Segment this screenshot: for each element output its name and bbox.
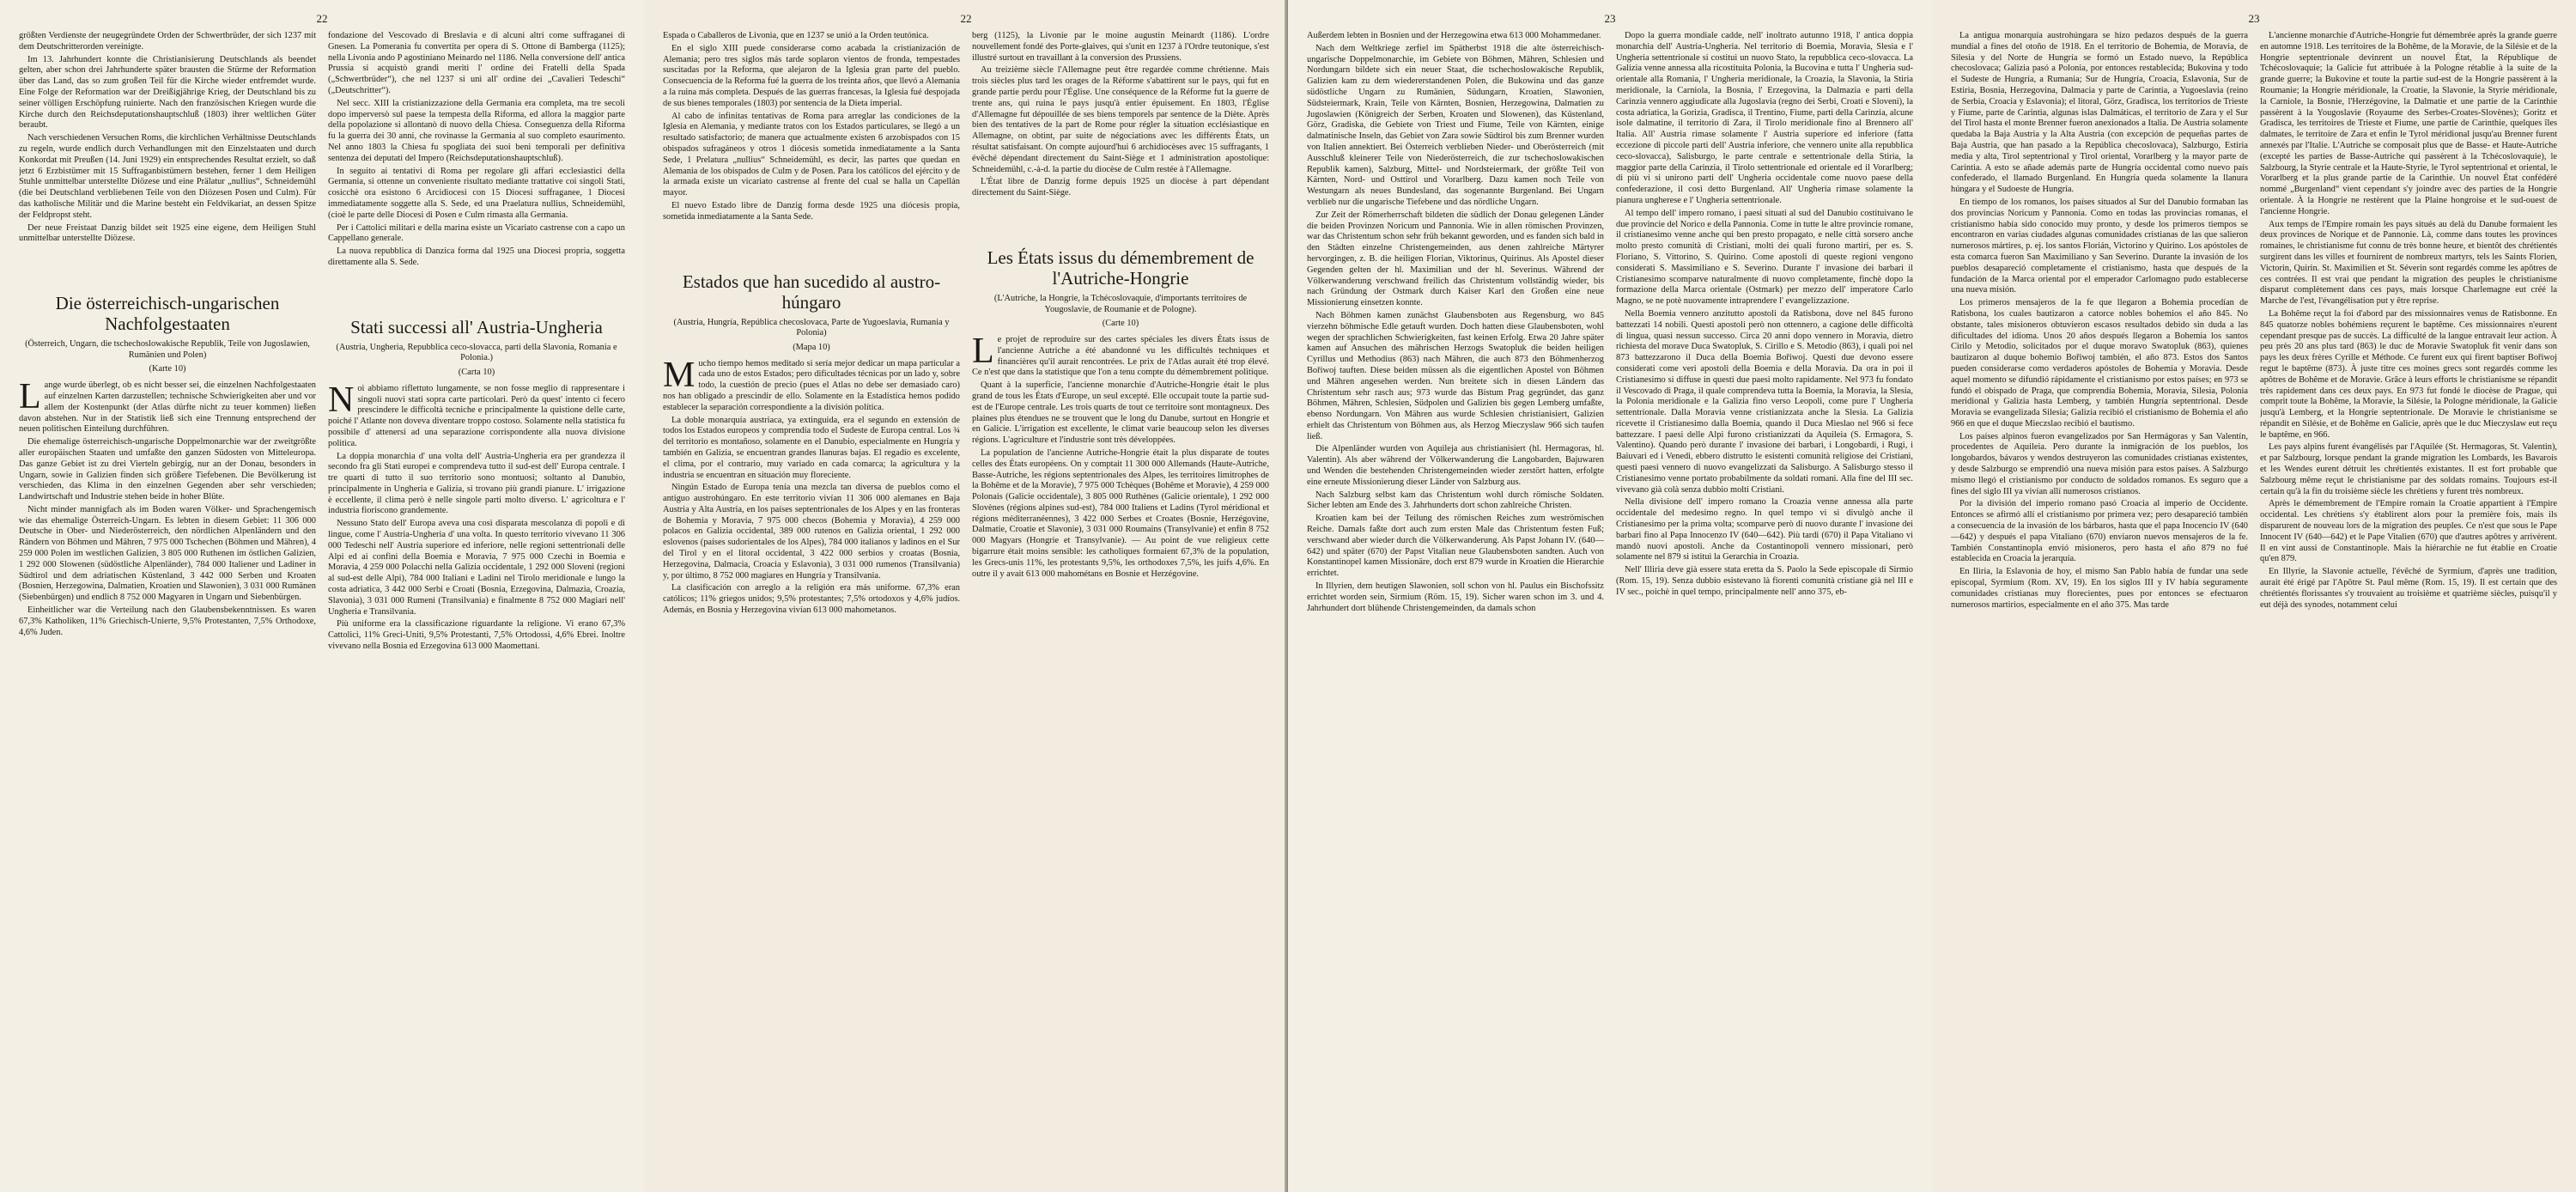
map-reference: (Carte 10) xyxy=(1102,319,1139,329)
paragraph: Nach Salzburg selbst kam das Christentum wohl durch römische Soldaten. Sicher lebten am Ende des 3. Jahrhunderts dort schon zahlreiche Christen. xyxy=(1307,490,1604,511)
body-paragraph: La clasificación con arreglo a la religión era más uniforme. 67,3% eran católicos; 11% griegos unidos; 9,5% protestantes; 7,5% ortodoxos y 4,6% judíos. Además, en Bosnia y Herzegovina vivían 613 000 mahometanos. xyxy=(663,583,960,616)
section-subtitle: (Austria, Ungheria, Repubblica ceco-slovacca, parti della Slavonia, Romania e Polonia.) xyxy=(336,342,617,363)
body-paragraph: Lange wurde überlegt, ob es nicht besser sei, die einzelnen Nachfolgestaaten auf einzelnen Karten darzustellen; technische Schwierigkeiten aber und vor allem der Kostenpunkt (der Atlas dürfte nicht zu teuer kommen) ließen davon abstehen. Nur in der Statistik ließ sich eine Trennung entsprechend der neuen politischen Einteilung durchführen. xyxy=(19,377,316,435)
section-title: Stati successi all' Austria-Ungheria xyxy=(350,316,603,338)
paragraph: En Illyrie, la Slavonie actuelle, l'évêché de Syrmium, d'après une tradition, aurait été érigé par l'Apôtre St. Paul même (Rom. 15, 19). Il est certain que des chrétientés florissantes s'y trouvaient au troisième et quatrième siècles, puisqu'il y eut déjà des synodes, notamment celui xyxy=(2260,567,2557,610)
paragraph: Nel secc. XIII la cristianizzazione della Germania era completa, ma tre secoli dopo imperversò sul paese la tempesta della Riforma, ed allora la maggior parte della popolazione si allontanò di nuovo della Chiesa. Conseguenza della Riforma fu la guerra dei 30 anni, che rovinasse la Germania al suo completo esaurimento. Nel anno 1803 la Chiesa fu spogliata dei suoi beni temporali per definitiva sentenza dei deputati del Impero (Reichsdeputationshauptschluß). xyxy=(328,98,625,163)
body-paragraph: Le projet de reproduire sur des cartes spéciales les divers États issus de l'ancienne Autriche a été abandonné vu les difficultés techniques et financières qu'il aurait rencontrées. Le prix de l'Atlas aurait été trop élevé. Ce n'est que dans la statistique que l'on a tenu compte du démembrement politique. xyxy=(972,331,1269,378)
paragraph: Aux temps de l'Empire romain les pays situés au delà du Danube formaient les deux provinces de Norique et de Pannonie. Là, comme dans toutes les provinces romaines, le christianisme fut connu de très bonne heure, et bientôt des chrétientés surgirent dans les villes et fournirent de nombreux martyrs, tels les Saints Florien, Victorin, Quirin. St. Maximilien et St. Séverin sont regardés comme les apôtres de ces contrées. Il est vrai que pendant la migration des peuples le christianisme disparut complètement dans ces pays, mais lorsque Charlemagne eut créé la Marche de l'est, l'évangélisation put y être reprise. xyxy=(2260,219,2557,307)
paragraph: Los países alpinos fueron evangelizados por San Hermágoras y San Valentín, procedentes de Aquileia. Pero durante la inmigración de los pueblos, los longobardos, bávaros y wendos destruyeron las comunidades cristianas existentes, y desde Salzburgo se emprendió una nueva misión para estos países. A Salzburgo mismo llegó el cristianismo por conducto de soldados romanos. Es seguro que a fines del siglo III ya vivían allí numerosos cristianos. xyxy=(1951,431,2248,496)
drop-cap: M xyxy=(663,355,696,395)
body-paragraph: Noi abbiamo riflettuto lungamente, se non fosse meglio di rappresentare i singoli nuovi stati sopra carte particolari. Però da quest' intento ci fecero prescindere le difficoltà tecniche e principalmente la quistione delle carte, poiché l' Atlante non doveva diventare troppo costoso. Solamente nella statistica fu possibile d' attenersi ad una separazione corrispondente alla nuova divisione politica. xyxy=(328,380,625,448)
paragraph: En tiempo de los romanos, los países situados al Sur del Danubio formaban las dos provincias Noricum y Pannonia. Como en todas las provincias romanas, el cristianismo había sido conocido muy pronto, y desde los primeros tiempos se encontraron en varias ciudades algunas comunidades cristianas de las que salieron numerosos mártires, p. ej. los santos Florián, Victorino y Quirino. Los apóstoles de esta comarca fueron San Maximiliano y San Severino. Durante la invasión de los pueblos desapareció completamente el cristianismo, hasta que después de la fundación de la Marca oriental por el emperador Carlomagno pudo establecerse una nueva misión. xyxy=(1951,197,2248,295)
paragraph: Al tempo dell' impero romano, i paesi situati al sud del Danubio costituivano le due provincie del Norico e della Pannonia. Come in tutte le altre provincie romane, il cristianesimo venne anche qui ben presto propagato, e nelle città sorsero anche molto presto comunità di Cristiani, molti dei quali furono martiri, per es. S. Floriano, S. Vittorino, S. Quirino. Come apostoli di queste regioni vengono considerati S. Massimiliano e S. Severino. Durante l' invasione dei barbari il Cristianesimo scomparve naturalmente di nuovo completamente, finchè dopo la formazione della Marca orientale (Ostmark) per mezzo dell' imperatore Carlo Magno, se ne potè nuovamente intraprendere l' evangelizzazione. xyxy=(1616,208,1913,307)
paragraph: Espada o Caballeros de Livonia, que en 1237 se unió a la Orden teutónica. xyxy=(663,31,929,40)
paragraph: Por la división del imperio romano pasó Croacia al imperio de Occidente. Entonces se afirmó allí el cristianismo por primera vez; pero desapareció también a consecuencia de la invasión de los bárbaros, hasta que el papa Inocencio IV (640—642) y después el papa Vitaliano (670) enviaron nuevos mensajeros de la fe. También Constantinopla envió misioneros, pero hasta el año 879 no fué establecida en Croacia la jerarquía. xyxy=(1951,499,2248,564)
map-reference: (Mapa 10) xyxy=(793,342,830,352)
column-german xyxy=(1307,31,1604,1182)
body-paragraph: Nessuno Stato dell' Europa aveva una così disparata mescolanza di popoli e di lingue, come l' Austria-Ungheria d' una volta. In questo territorio vivevano 11 306 000 Tedeschi nell' Austria superiore ed inferiore, nelle regioni settentrionali delle Alpi ed ai confini della Boemia e Moravia, 7 975 000 Czechi in Boemia e Moravia, 4 259 000 Polacchi nella Galizia occidentale, 1 292 000 Sloveni (regioni al sud-est delle Alpi), 784 000 Italiani e Ladini nel Tirolo meridionale e lungo la costa adriatica, 3 442 000 Serbi e Croati (Bosnia, Erzegovina, Dalmazia, Croazia, Slavonia), 3 031 000 Rumeni (Transilvania) e finalmente 8 752 000 Magiari nell' Ungheria e Transilvania. xyxy=(328,519,625,617)
body-paragraph: La doppia monarchia d' una volta dell' Austria-Ungheria era per grandezza il secondo fra gli Stati europei e comprendeva tutto il sud-est dell' Europa centrale. I tre quarti di tutto il suo territorio sono montuosi; soltanto al Danubio, principalmente in Ungheria e Galizia, si trovano più grandi pianure. L' irrigazione è eccellente, il clima però è nelle singole parti molto diverso. L' agricoltura e l' industria fioriscono grandemente. xyxy=(328,451,625,516)
paragraph: Der neue Freistaat Danzig bildet seit 1925 eine eigene, dem Heiligen Stuhl unmittelbar unterstellte Diözese. xyxy=(19,222,316,244)
body-paragraph: Die ehemalige österreichisch-ungarische Doppelmonarchie war der zweitgrößte aller europäischen Staaten und umfaßte den ganzen Südosten von Mitteleuropa. Das ganze Gebiet ist zu drei Vierteln gebirgig, nur an der Donau, besonders in Ungarn, sowie in Galizien finden sich größere Tiefebenen. Die Bevölkerung ist verschieden, das Klima in den einzelnen Gegenden aber sehr verschieden; Landwirtschaft und Industrie stehen beide in hoher Blüte. xyxy=(19,437,316,502)
paragraph: In Illyrien, dem heutigen Slawonien, soll schon von hl. Paulus ein Bischofssitz errichtet worden sein, Sirmium (Röm. 15, 19). Sicher waren schon im 3. und 4. Jahrhundert dort blühende Christengemeinden, da damals schon xyxy=(1307,581,1604,613)
body-paragraph: Quant à la superficie, l'ancienne monarchie d'Autriche-Hongrie était le plus grand de tous les États d'Europe, un seul excepté. Elle occupait toute la partie sud-est de l'Europe centrale. Les trois quarts de tout ce territoire sont montagneux. Des plaines plus étendues ne se trouvent que le long du Danube, surtout en Hongrie et en Galicie. L'irrigation est excellente, le climat varie beaucoup selon les diverses régions. L'agriculture et l'industrie sont très développées. xyxy=(972,380,1269,446)
paragraph: In seguito ai tentativi di Roma per regolare gli affari ecclesiastici della Germania, si ottenne un conveniente risultato mediante trattative coi singoli Stati, cosicchè ora esistono 6 Arcidiocesi con 15 Diocesi suffraganee, 1 Diocesi immediatamente soggette alla S. Sede, ed una Praelatura nullius, Schneidemühl, (cioè le parte delle Diocesi di Posen e Culm rimasta alla Germania. xyxy=(328,166,625,220)
paragraph: größten Verdienste der neugegründete Orden der Schwertbrüder, der sich 1237 mit dem Deutschritterorden vereinigte. xyxy=(19,31,316,52)
section-subtitle: (L'Autriche, la Hongrie, la Tchécoslovaquie, d'importants territoires de Yougoslavie, de Roumanie et de Pologne). xyxy=(993,293,1248,314)
section-subtitle: (Austria, Hungría, República checoslovaca, Parte de Yugoeslavia, Rumania y Polonia) xyxy=(673,317,950,338)
paragraph: La nuova repubblica di Danzica forma dal 1925 una Diocesi propria, soggetta direttamente alla S. Sede. xyxy=(328,246,625,267)
paragraph: Nella Boemia vennero anzitutto apostoli da Ratisbona, dove nel 845 furono battezzati 14 nobili. Questi apostoli però non ottennero, a cagione delle difficoltà di lingua, quasi nessun successo. Circa 20 anni dopo vennero in Moravia, dietro richiesta del morave Duca Swatopluk, S. Cirillo e S. Metodio (863), i quali poi nel 873 battezzarono il Duca della Boemia Bořiwoj. Questi due devono essere considerati come veri apostoli della Boemia e della Moravia. Da ora in poi il Cristianesimo si diffuse in questi due paesi molto rapidamente. Nel 973 fu fondato il Vescovado di Praga, il quale comprendeva tutta la Boemia, la Moravia, la Slesia, la Polonia meridionale e la Galizia fino verso Leopoli, come pure l' Ungheria settentrionale. Dalla Moravia venne cristianizzata anche la Slesia. La Galizia ricevette il Cristianesimo dalla Boemia, quando il Duca Mieslao nel 966 si fece battezzare. I paesi delle Alpi furono cristianizzati da Aquileia (S. Ermagora, S. Valentino). Quando però durante l' invasione dei barbari, i Longobardi, i Rugi, i Baiuvari ed i Venedi, ebbero distrutto le esistenti comunità religiose dei Cristiani, questi paesi vennero di nuovo evangelizzati da Salisburgo. A Salisburgo stesso il Cristianesimo venne portato probabilmente da soldati romani. Alla fine del III sec. vivevano già colà senza dubbio molti Cristiani. xyxy=(1616,308,1913,495)
section-heading xyxy=(19,293,316,375)
page-22-spanish-french xyxy=(644,0,1288,1192)
paragraph: El nuevo Estado libre de Danzig forma desde 1925 una diócesis propia, sometida inmediatamente a la Santa Sede. xyxy=(663,200,960,222)
paragraph: En Iliria, la Eslavonia de hoy, el mismo San Pablo había de fundar una sede episcopal, Syrmium (Rom. XV, 19). En los siglos III y IV había seguramente comunidades cristianas muy florecientes, pues por entonces se efectuaron numerosos martirios, especialmente en el año 375. Mas tarde xyxy=(1951,567,2248,610)
body-paragraph: Ningún Estado de Europa tenía una mezcla tan diversa de pueblos como el antiguo austrohúngaro. En este territorio vivían 11 306 000 alemanes en Baja Austria y Alta Austria, en los países septentrionales de los Alpes y en las fronteras de Bohemia y Moravia, 7 975 000 checos (Bohemia y Moravia), 4 259 000 polacos en Galizia occidental, 389 000 rutenos en Galizia oriental, 1 292 000 eslovenos (países sudorientales de los Alpes), 784 000 italianos y ladinos en el Sur del Tirol y en el litoral occidental, 3 422 000 serbios y croatas (Bosnia, Herzegovina, Dalmacia, Croacia y Eslavonia), 3 031 000 rumenos (Transilvania) y, por último, 8 752 000 magiares en Hungría y Transilvania. xyxy=(663,483,960,581)
paragraph: Nella divisione dell' impero romano la Croazia venne annessa alla parte occidentale del medesimo regno. In quel tempo vi si divulgò anche il Cristianesimo per la prima volta; scomparve però di nuovo durante l' invasione dei barbari fino al Papa Innocenzo IV (640—642). Più tardi (670) il Papa Vitaliano vi mandò nuovi apostoli. Anche da Costantinopoli vennero missionari, però solamente nel 879 si istituì la Gerarchia in Croazia. xyxy=(1616,497,1913,563)
paragraph: Dopo la guerra mondiale cadde, nell' inoltrato autunno 1918, l' antica doppia monarchia dell' Austria-Ungheria. Nel territorio di Boemia, Moravia, Slesia e l' Ungheria settentrionale si costituì un nuovo Stato, la repubblica ceco-slovacca. La Galizia venne annessa alla ricostituita Polonia, la Bucovina e tutta l' Ungheria sud-orientale alla Romania, l' Ungheria meridionale, la Croazia, la Slavonia, la Stiria meridionale, la Carniola, la Bosnia, l' Erzegovina, la Dalmazia e parti della Carinzia vennero aggiudicate alla Jugoslavia (regno dei Serbi, Croati e Sloveni), la costa adriatica, la Gorizia, Gradisca, il Trentino, Fiume, parti della Carinzia, alcune isole dalmatine, il territorio di Zara, il Tirolo meridionale fino al Brennero all' Italia. All' Austria rimase solamente l' Austria superiore ed inferiore (fatta eccezione di piccole parti dell' Austria inferiore, che vennero unite alla repubblica ceco-slovacca), Salisburgo, le parte centrale e settentrionale della Stiria, la maggior parte della Carinzia, il Tirolo settentrionale ed orientale ed il Vorarlberg; di più vi si unirono parti dell' Ungheria occidentale come nuovo paese della confederazione, il così detto Burgenland. All' Ungheria rimase solamente la pianura ungherese e l' Ungheria settentrionale. xyxy=(1616,31,1913,205)
body-paragraph: La population de l'ancienne Autriche-Hongrie était la plus disparate de toutes celles des États européens. On y comptait 11 300 000 Allemands (Haute-Autriche, Basse-Autriche, les régions septentrionales des Alpes, les territoires limitrophes de la Bohême et de la Moravie), 7 975 000 Tchèques (Bohême et Moravie), 4 259 000 Polonais (Galicie occidentale), 3 805 000 Ruthènes (Galicie orientale), 1 292 000 Slovènes (régions alpines sud-est), 784 000 Italiens et Ladins (Tyrol méridional et régions méditerranéennes), 3 422 000 Serbes et Croates (Bosnie, Herzégovine, Dalmatie, Croatie et Slavonie), 3 031 000 Roumains (Transylvanie) et enfin 8 752 000 Magyars (Hongrie et Transylvanie). — Au point de vue religieux cette bigarrure était moins sensible: les catholiques formaient 67,3% de la population, les Grecs-unis 11%, les protestants 9,5%, les orthodoxes 7,5%, les juifs 4,6%. En outre il y avait 613 000 mahométans en Bosnie et Herzégovine. xyxy=(972,447,1269,579)
paragraph: Außerdem lebten in Bosnien und der Herzegowina etwa 613 000 Mohammedaner. xyxy=(1307,31,1601,40)
paragraph: Los primeros mensajeros de la fe que llegaron a Bohemia procedían de Ratisbona, los cuales bautizaron a catorce nobles bohemios el año 845. No obstante, tales misioneros obtuvieron escasos resultados debido sin duda a las dificultades del idioma. Unos 20 años después llegaron a Bohemia los santos Cirilo y Metodio, solicitados por el duque moravo Swatopluk (863), quienes bautizaron al duque bohemio Bořiwoj también, el año 873. Estos dos Santos pueden considerarse como verdaderos apóstoles de Bohemia y Moravia. Desde aquel momento se difundió rápidamente el cristianismo por estos países; en 973 se fundó el obispado de Praga, que comprendía Bohemia, Moravia, Silesia, Polonia meridional y Galizia hasta Lemberg, y también Hungría septentrional. Desde Moravia se evangelizada Silesia; Galizia recibió el cristianismo de Bohemia el año 966 en que el duque Mieczslao recibió el bautismo. xyxy=(1951,298,2248,429)
paragraph: Per i Cattolici militari e della marina esiste un Vicariato castrense con a capo un Cappellano generale. xyxy=(328,222,625,244)
section-heading xyxy=(972,247,1269,330)
column-french xyxy=(972,31,1269,1182)
paragraph: Kroatien kam bei der Teilung des römischen Reiches zum weströmischen Reiche. Damals faßte dort auch zum ersten Male das Christentum festen Fuß; verschwand aber wieder durch die Völkerwanderung. Als Papst Johann IV. (640—642) und später (670) der Papst Vitalian neue Glaubensboten sandten. Auch von Konstantinopel kamen Missionäre, doch erst 879 wurde in Kroatien die Hierarchie errichtet. xyxy=(1307,514,1604,579)
body-paragraph: Mucho tiempo hemos meditado si sería mejor dedicar un mapa particular a cada uno de estos Estados; pero dificultades técnicas por un lado y, sobre todo, la cuestión de precio (pues el Atlas no debe ser demasiado caro) nos han obligado a prescindir de ello. Solamente en la Estadística hemos podido establecer la separación correspondiente a la división política. xyxy=(663,355,960,412)
paragraph: Die Alpenländer wurden von Aquileja aus christianisiert (hl. Hermagoras, hl. Valentin). Als aber während der Völkerwanderung die Langobarden, Bajuwaren und Wenden die bestehenden Christengemeinden wieder zerstört hatten, erfolgte eine erneute Missionierung dieser Länder von Salzburg aus. xyxy=(1307,444,1604,487)
column-italian xyxy=(328,31,625,1182)
page-23-german-italian xyxy=(1288,0,1932,1192)
paragraph: La Bohême reçut la foi d'abord par des missionnaires venus de Ratisbonne. En 845 quatorze nobles bohémiens reçurent le baptême. Ces missionnaires n'eurent cependant presque pas de succès. La difficulté de la langue entravait leur action. À peu près 20 ans plus tard (863) le duc de Moravie Swatopluk fit venir dans son pays les deux frères Cyrille et Méthode. Ce furent eux qui firent baptiser Bořiwoj regut le baptême (873). À juste titre ces moines grecs sont regardés comme les apôtres de Bohême et de Moravie. Grâce à leurs efforts le christianisme se répandit très rapidement dans ces deux pays. En 973 fut fondé le diocèse de Prague, qui comprit toute la Bohême, la Moravie, la Silésie, la Pologne méridionale, la Galicie jusqu'à Lemberg, et la Hongrie septentrionale. De Moravie le christianisme se répandit en Silésie, et de Bohême en Galicie, après que le duc Mieczyslaw eut reçu le baptême, en 966. xyxy=(2260,308,2557,440)
paragraph: En el siglo XIII puede considerarse como acabada la cristianización de Alemania; pero tres siglos más tarde soplaron vientos de fronda, tempestades suscitadas por la Reforma, que alejaron de la Iglesia gran parte del pueblo. Consecuencia de la Reforma fué la guerra de los treinta años, que llevó a Alemania a la ruina más completa. Después de las guerras francesas, la Iglesia fué despojada de sus bienes temporales (1803) por sentencia de la Dieta imperial. xyxy=(663,43,960,108)
map-reference: (Carta 10) xyxy=(458,367,495,377)
paragraph: Nach dem Weltkriege zerfiel im Spätherbst 1918 die alte österreichisch-ungarische Doppelmonarchie, im Gebiete von Böhmen, Mähren, Schlesien und Nordungarn bildete sich ein neuer Staat, die tschechoslowakische Republik, Galizien kam zu dem wiedererstandenen Polen, die Bukowina und das ganze südöstliche Ungarn zu Rumänien, Südungarn, Kroatien, Slawonien, Südsteiermark, Krain, Teile von Kärnten, Bosnien, Herzegowina, Dalmatien zu Jugoslawien (Königreich der Serben, Kroaten und Slowenen), das Küstenland, Görz, Gradiska, die Gebiete von Triest und Fiume, Teile von Kärnten, einige dalmatinische Inseln, das Gebiet von Zara sowie Südtirol bis zum Brenner wurden von Italien annektiert. Bei Österreich verblieben Nieder- und Oberösterreich (mit Ausschluß kleinerer Teile von Niederösterreich, die zur tschechoslowakischen Republik kamen), Salzburg, Mittel- und Nordsteiermark, der größte Teil von Kärnten, Nord- und Osttirol und Vorarlberg. Dazu kamen noch Teile von Westungarn als neues Bundesland, das sogenannte Burgenland. Bei Ungarn verblieb nur die ungarische Tiefebene und das nördliche Ungarn. xyxy=(1307,43,1604,207)
page-22-german-italian xyxy=(0,0,644,1192)
paragraph: Au treizième siècle l'Allemagne peut être regardée comme chrétienne. Mais trois siècles plus tard les orages de la Réforme s'abattirent sur le pays, qui fut en grande partie perdu pour l'Église. Une conséquence de la Réforme fut la guerre de trente ans, qui ruina le pays jusqu'à entier épuisement. En 1803, l'Église d'Allemagne fut dépouillée de ses biens temporels par sentence de la Diète. Après bien des tentatives de la part de Rome pour régler la situation ecclésiastique en Allemagne, on obtint, par suite de négociations avec les différents États, un résultat satisfaisant. On compte aujourd'hui 6 archidiocèses avec 15 suffragants, 1 évêché dépendant directement du Saint-Siège et 1 administration apostolique: Schneidemühl, c.-à-d. la partie du diocèse de Culm restée à l'Allemagne. xyxy=(972,65,1269,174)
paragraph: Les pays alpins furent évangélisés par l'Aquilée (St. Hermagoras, St. Valentin), et par Salzbourg, lorsque pendant la grande migration les Lombards, les Bavarois et les Wendes eurent détruit les chrétientés existantes. Il est fort probable que Salzbourg même reçut le christianisme par des soldats romains. Toujours est-il certain qu'à la fin du troisième siècle les chrétiens y furent très nombreux. xyxy=(2260,442,2557,496)
paragraph: Nach Böhmen kamen zunächst Glaubensboten aus Regensburg, wo 845 vierzehn böhmische Edle getauft wurden. Doch hatten diese Glaubensboten, wohl wegen der sprachlichen Schwierigkeiten, fast keinen Erfolg. Etwa 20 Jahre später kamen auf Ansuchen des mährischen Herzogs Swatopluk die beiden heiligen Cyrillus und Methodius (863) nach Mähren, die auch 873 den Böhmenherzog Bořiwoj tauften. Diese beiden müssen als die eigentlichen Apostel von Böhmen und Mähren angesehen werden. Nun breitete sich in diesen Ländern das Christentum sehr rasch aus; 973 wurde das Bistum Prag gegründet, das ganz Böhmen, Mähren, Schlesien, Südpolen und Galizien bis gegen Lemberg umfaßte, ebenso Nordungarn. Von Mähren aus wurde Schlesien christianisiert, Galizien erhielt das Christentum von Böhmen aus, als Herzog Mieczyslaw 966 sich taufen ließ. xyxy=(1307,310,1604,441)
column-spanish xyxy=(663,31,960,1182)
body-paragraph: Einheitlicher war die Verteilung nach den Glaubensbekenntnissen. Es waren 67,3% Katholiken, 11% Griechisch-Unierte, 9,5% Protestanten, 7,5% Orthodoxe, 4,6% Juden. xyxy=(19,605,316,637)
paragraph: L'ancienne monarchie d'Autriche-Hongrie fut démembrée après la grande guerre en automne 1918. Les territoires de la Bohême, de la Moravie, de la Silésie et de la Hongrie septentrionale devinrent un nouvel État, la République de Tchécoslovaquie; la Galicie fut attribuée à la Pologne rétablie à la suite de la grande guerre; la Bukovine et toute la partie sud-est de la Hongrie passèrent à la Roumanie; la Hongrie méridionale, la Croatie, la Slavonie, la Styrie méridionale, la Carniole, la Bosnie, l'Herzégovine, la Dalmatie et une partie de la Carinthie passèrent à la Yougoslavie (Royaume des Serbes-Croates-Slovènes); Goritz et Gradisca, les territoires de Trieste et Fiume, une partie de Carinthie, quelques îles dalmates, le territoire de Zara et enfin le Tyrol méridional jusqu'au Brenner furent annexés par l'Italie. L'Autriche se composait plus que de Basse- et Haute-Autriche (excepté les parties de Basse-Autriche qui passèrent à la Tchécoslovaquie), le Salzbourg, la Styrie centrale et la Haute-Styrie, le Tyrol septentrional et oriental, le Vorarlberg et la plus grande partie de la Carinthie. Un nouvel État confédéré nommé „Burgenland“ vient cependant s'y joindre avec des parties de la Hongrie orientale. À la Hongrie ne restèrent que la Plaine hongroise et le sud-ouest de l'ancienne Hongrie. xyxy=(2260,31,2557,216)
drop-cap: L xyxy=(19,377,41,417)
paragraph: Après le démembrement de l'Empire romain la Croatie appartient à l'Empire occidental. Les chrétiens s'y établirent alors pour la première fois, mais ils disparurent de nouveau lors de la migration des peuples. Ce n'est que sous le Pape Innocent IV (640—642) et le Pape Vitalien (670) que d'autres apôtres y arrivèrent. Il en vint aussi de Constantinople. Mais la hiérarchie ne fut établie en Croatie qu'en 879. xyxy=(2260,499,2557,564)
page-number: 23 xyxy=(2248,12,2260,25)
paragraph: Nell' Illiria deve già essere stata eretta da S. Paolo la Sede episcopale di Sirmio (Rom. 15, 19). Senza dubbio esistevano là fiorenti comunità cristiane già nel III e IV sec., poichè in quel tempo, principalmente nell' anno 375, eb- xyxy=(1616,565,1913,597)
body-paragraph: Nicht minder mannigfach als im Boden waren Völker- und Sprachengemisch wie das ehemalige Österreich-Ungarn. Es lebten in diesem Gebiet: 11 306 000 Deutsche in Ober- und Niederösterreich, den nördlichen Alpenländern und den Rändern von Böhmen und Mähren, 7 975 000 Tschechen (Böhmen und Mähren), 4 259 000 Polen im westlichen Galizien, 3 805 000 Ruthenen im östlichen Galizien, 1 292 000 Slowenen (südöstliche Alpenländer), 784 000 Italiener und Ladiner in Südtirol und dem adriatischen Küstenland, 3 442 000 Serben und Kroaten (Bosnien, Herzegowina, Dalmatien, Kroatien und Slawonien), 3 031 000 Rumänen (Siebenbürgen) und endlich 8 752 000 Magyaren in Ungarn und Siebenbürgen. xyxy=(19,504,316,603)
column-german xyxy=(19,31,316,1182)
body-paragraph: La doble monarquía austriaca, ya extinguida, era el segundo en extensión de todos los Estados europeos y comprendía todo el Sudeste de Europa central. Los ¾ del territorio es montañoso, solamente en el Danubio, especialmente en Hungría y también en Galizia, se encuentran grandes llanuras bajas. El regadío es excelente, el clima, por el contrario, muy variado en cada comarca; la agricultura y la industria se encuentran en situación muy floreciente. xyxy=(663,415,960,480)
page-23-spanish-french xyxy=(1932,0,2576,1192)
section-title: Les États issus du démembrement de l'Autriche-Hongrie xyxy=(987,246,1255,289)
column-french xyxy=(2260,31,2557,1182)
drop-cap: N xyxy=(328,380,355,420)
paragraph: La antigua monarquía austrohúngara se hizo pedazos después de la guerra mundial a fines del otoño de 1918. En el territorio de Bohemia, de Moravia, de Silesia y del Norte de Hungría se formó un Estado nuevo, la República checoslovaca; Galizia pasó a Polonia, por entonces restablecida; Bukovina y todo el Sudeste de Hungría, a Rumania; Sur de Hungría, Croacia, Eslavonia, Sur de Estiria, Bosnia, Herzegovina, Dalmacia y parte de Carintia, a Yugoeslavia (reino de Serbia, Croacia y Eslavonia); el litoral, Görz, Gradisca, los territorios de Trieste y Fiume, parte de Carintia, algunas islas Dalmáticas, el territorio de Zara y el Sur del Tirol hasta el monte Brenner fueron anexionados a Italia. De Austria solamente quedaba la Baja Austria y la Alta Austria (con excepción de pequeñas partes de Baja Austria, que han pasado a la República checoslovaca), Salzburgo, Estiria media y alta, Tirol septentrional y Tirol oriental, Vorarlberg y la mayor parte de Carintia. A esto se añade además parte de Hungría occidental como nuevo país confederado, el llamado Burgenland. En Hungría queda solamente la llanura húngara y el Sudoeste de Hungría. xyxy=(1951,31,2248,195)
paragraph: fondazione del Vescovado di Breslavia e di alcuni altri come suffraganei di Gnesen. La Pomerania fu convertita per opera di S. Ottone di Bamberga (1125); nella Livonia ando P agostiniano Meinardo nel 1186. Nella conversione dell' antica Prussia si acquistò grandi meriti l' ordine dei Fratelli della Spada („Schwertbrüder“), che nel 1237 si unì all' ordine dei „Cavalieri Tedeschi“ („Deutschritter“). xyxy=(328,31,625,95)
map-reference: (Karte 10) xyxy=(149,364,186,374)
body-paragraph: Più uniforme era la classificazione riguardante la religione. Vi erano 67,3% Cattolici, 11% Greci-Uniti, 9,5% Protestanti, 7,5% Ortodossi, 4,6% Ebrei. Inoltre vivevano nella Bosnia ed Erzegovina 613 000 Maomettani. xyxy=(328,619,625,652)
page-number: 22 xyxy=(960,12,972,25)
section-subtitle: (Österreich, Ungarn, die tschechoslowakische Republik, Teile von Jugoslawien, Rumänien und Polen) xyxy=(25,339,310,360)
drop-cap: L xyxy=(972,331,994,371)
paragraph: berg (1125), la Livonie par le moine augustin Meinardt (1186). L'ordre nouvellement fondé des Porte-glaives, qui s'unit en 1237 à l'Ordre teutonique, s'est illustré surtout en travaillant à la conversion des Prussiens. xyxy=(972,31,1269,63)
paragraph: Nach verschiedenen Versuchen Roms, die kirchlichen Verhältnisse Deutschlands zu regeln, wurde endlich durch Verhandlungen mit den Einzelstaaten und durch Konkordat mit Preußen (14. Juni 1929) ein entsprechendes Resultat erzielt, so daß jetzt 6 Erzbistümer mit 15 Suffraganbistümern bestehen, ferner 1 dem Heiligen Stuhle unmittelbar unterstellte Diözese und eine Prälatur „nullius“, Schneidemühl (die bei Deutschland verbliebenen Teile von den Diözesen Posen und Culm). Für das katholische Militär und die Marine besteht ein Feldvikariat, an dessen Spitze der Feldpropst steht. xyxy=(19,133,316,220)
paragraph: Al cabo de infinitas tentativas de Roma para arreglar las condiciones de la Iglesia en Alemania, y mediante tratos con los Estados particulares, se llegó a un resultado satisfactorio; de manera que actualmente existen 6 arzobispados con 15 obispados sufragáneos y otros 1 diócesis sometida inmediatamente a la Santa Sede, 1 Prelatura „nullius“ Schneidemühl, es decir, las partes que quedan en Alemania de los obispados de Culm y de Posen. Para los católicos del ejército y de la armada existe un vicariato castrense al frente del cual se halla un Capellán mayor. xyxy=(663,111,960,198)
column-spanish xyxy=(1951,31,2248,1182)
section-title: Die österreichisch-ungarischen Nachfolgestaaten xyxy=(55,293,280,335)
section-title: Estados que han sucedido al austro-húngaro xyxy=(682,271,941,313)
paragraph: Zur Zeit der Römerherrschaft bildeten die südlich der Donau gelegenen Länder die beiden Provinzen Noricum und Pannonia. Wie in allen römischen Provinzen, war das Christentum schon sehr früh bekannt geworden, und es fanden sich bald in den Städten einzelne Christengemeinden, aus denen zahlreiche Märtyrer hervorgingen, z. B. die heiligen Florian, Viktorinus, Quirinus. Als Apostel dieser Gegenden gelten der hl. Maximilian und der hl. Severinus. Während der Völkerwanderung verschwand freilich das Christentum vollständig wieder, bis nach Gründung der Ostmark durch Kaiser Karl den Großen eine neue Missionierung einsetzen konnte. xyxy=(1307,210,1604,308)
paragraph: Im 13. Jahrhundert konnte die Christianisierung Deutschlands als beendet gelten, aber schon drei Jahrhunderte später brausten die Stürme der Reformation über das Land, das so zum großen Teil für die Kirche wieder entfremdet wurde. Eine Folge der Reformation war der Dreißigjährige Krieg, der Deutschland bis zu seiner völligen Erschöpfung ruinierte. Nach den französischen Kriegen wurde die Kirche durch den Reichsdeputationshauptschluß (1803) ihrer weltlichen Güter beraubt. xyxy=(19,54,316,131)
paragraph: L'État libre de Danzig forme depuis 1925 un diocèse à part dépendant directement du Saint-Siège. xyxy=(972,177,1269,198)
column-italian xyxy=(1616,31,1913,1182)
section-heading xyxy=(328,317,625,379)
section-heading xyxy=(663,271,960,354)
page-number: 22 xyxy=(316,12,328,25)
right-spread xyxy=(1288,0,2576,1192)
page-number: 23 xyxy=(1604,12,1616,25)
